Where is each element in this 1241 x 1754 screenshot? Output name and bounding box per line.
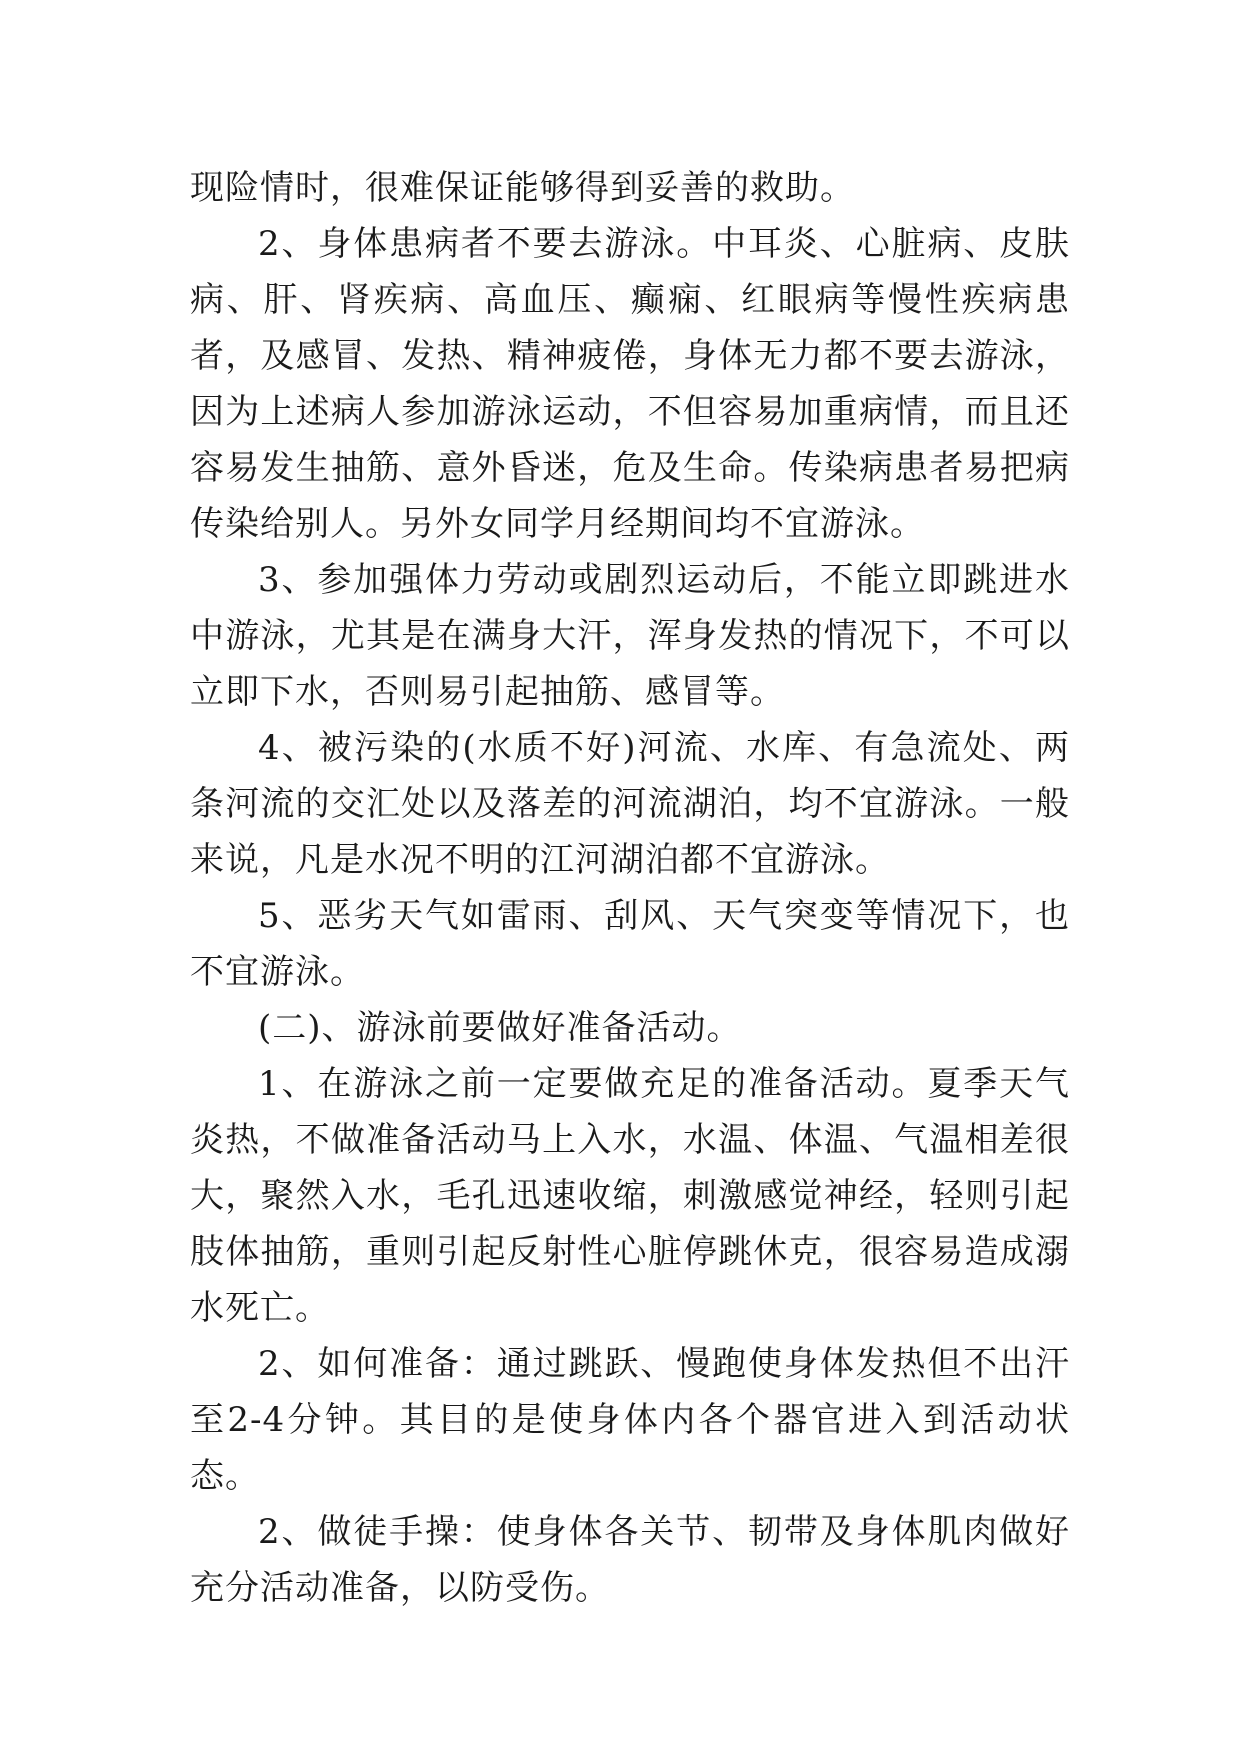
paragraph-7: 1、在游泳之前一定要做充足的准备活动。夏季天气炎热，不做准备活动马上入水，水温、体温、气温相差很大，聚然入水，毛孔迅速收缩，刺激感觉神经，轻则引起肢体抽筋，重则引起反射性心脏停跳休克，很容易造成溺水死亡。 (190, 1064, 1070, 1328)
paragraph-1: 现险情时，很难保证能够得到妥善的救助。 (190, 168, 855, 208)
paragraph-9: 2、做徒手操：使身体各关节、韧带及身体肌肉做好充分活动准备，以防受伤。 (190, 1512, 1070, 1608)
paragraph-3: 3、参加强体力劳动或剧烈运动后，不能立即跳进水中游泳，尤其是在满身大汗，浑身发热的情况下，不可以立即下水，否则易引起抽筋、感冒等。 (190, 560, 1070, 712)
paragraph-2: 2、身体患病者不要去游泳。中耳炎、心脏病、皮肤病、肝、肾疾病、高血压、癫痫、红眼病等慢性疾病患者，及感冒、发热、精神疲倦，身体无力都不要去游泳，因为上述病人参加游泳运动，不但容易加重病情，而且还容易发生抽筋、意外昏迷，危及生命。传染病患者易把病传染给别人。另外女同学月经期间均不宜游泳。 (190, 224, 1070, 544)
paragraph-5: 5、恶劣天气如雷雨、刮风、天气突变等情况下，也不宜游泳。 (190, 896, 1070, 992)
paragraph-8: 2、如何准备：通过跳跃、慢跑使身体发热但不出汗至2-4分钟。其目的是使身体内各个器官进入到活动状态。 (190, 1344, 1070, 1496)
document-body (190, 160, 1070, 1616)
paragraph-6: (二)、游泳前要做好准备活动。 (258, 1008, 742, 1048)
paragraph-4: 4、被污染的(水质不好)河流、水库、有急流处、两条河流的交汇处以及落差的河流湖泊，均不宜游泳。一般来说，凡是水况不明的江河湖泊都不宜游泳。 (190, 728, 1070, 880)
